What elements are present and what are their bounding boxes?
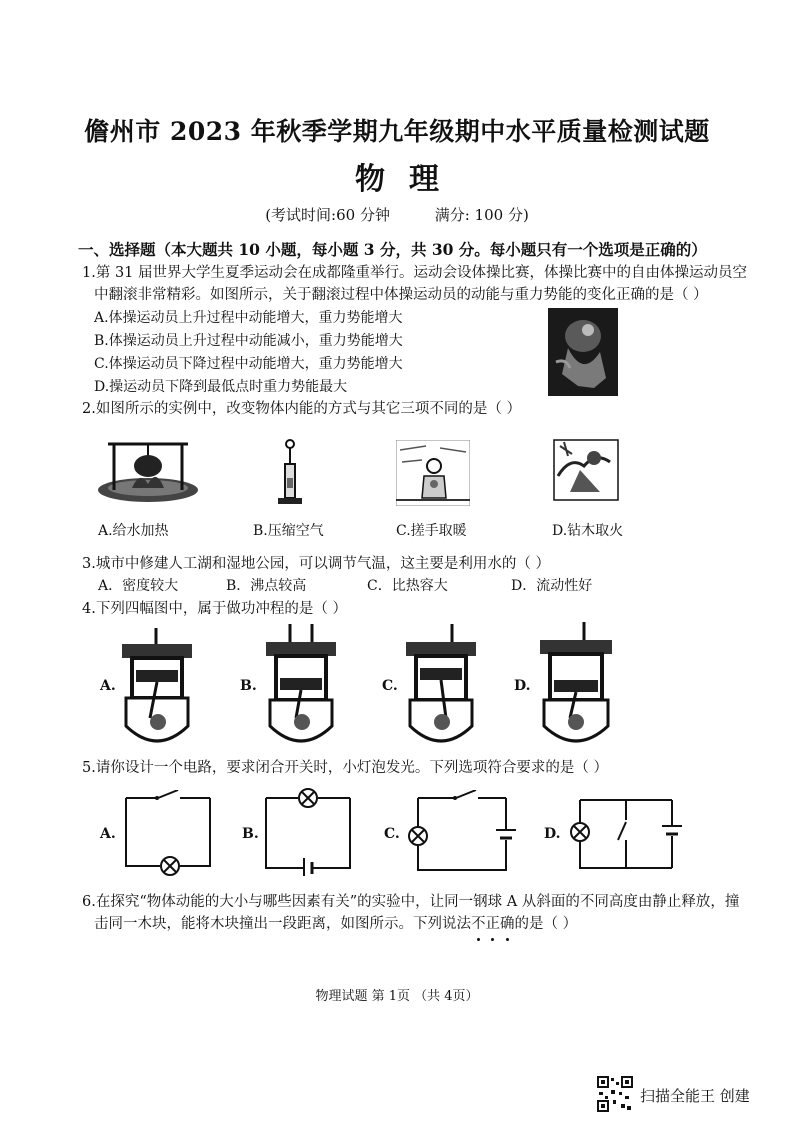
q5-label-d: D. — [544, 826, 561, 842]
q3-option-b: B．沸点较高 — [226, 578, 307, 594]
circuit-figure-b — [262, 788, 354, 876]
q6-line2-post: 的是（ ） — [514, 916, 578, 932]
q4-label-a: A. — [100, 678, 116, 694]
q2-caption-d: D.钻木取火 — [552, 523, 624, 539]
q1-option-c: C.体操运动员下降过程中动能增大，重力势能增大 — [94, 356, 403, 372]
compressing-air-figure — [270, 436, 310, 508]
q5-label-c: C. — [384, 826, 400, 842]
q4-label-b: B. — [240, 678, 257, 694]
q3-option-c: C．比热容大 — [367, 578, 448, 594]
rubbing-hands-figure — [396, 440, 470, 506]
heating-water-figure — [96, 434, 200, 506]
q6-emphasis-char-3: 确 — [500, 913, 515, 935]
q2-stem: 2.如图所示的实例中，改变物体内能的方式与其它三项不同的是（ ） — [82, 401, 521, 417]
engine-figure-c — [402, 622, 480, 750]
circuit-figure-d — [570, 794, 682, 876]
engine-figure-b — [262, 622, 340, 750]
q2-caption-c: C.搓手取暖 — [396, 523, 467, 539]
q3-stem: 3.城市中修建人工湖和湿地公园，可以调节气温，这主要是利用水的（ ） — [82, 556, 550, 572]
q6-line2-pre: 击同一木块，能将木块撞出一段距离，如图所示。下列说法 — [94, 916, 471, 932]
q4-label-c: C. — [382, 678, 398, 694]
q6-stem-line2 — [94, 913, 577, 935]
exam-info — [0, 204, 794, 225]
exam-title: 儋州市 2023 年秋季学期九年级期中水平质量检测试题 — [84, 117, 710, 146]
page-footer: 物理试题 第 1页 （共 4页） — [315, 989, 479, 1004]
q2-caption-a: A.给水加热 — [98, 523, 169, 539]
q1-option-d: D.操运动员下降到最低点时重力势能最大 — [94, 379, 348, 395]
q3-option-a: A．密度较大 — [98, 578, 179, 594]
subject-title: 物理 — [355, 162, 463, 197]
q1-stem-line2: 中翻滚非常精彩。如图所示，关于翻滚过程中体操运动员的动能与重力势能的变化正确的是（ ） — [94, 287, 708, 303]
q2-caption-b: B.压缩空气 — [253, 523, 324, 539]
full-score: 满分: 100 分) — [434, 206, 529, 224]
q1-option-a: A.体操运动员上升过程中动能增大，重力势能增大 — [94, 310, 403, 326]
engine-figure-a — [118, 626, 196, 750]
q1-option-b: B.体操运动员上升过程中动能减小，重力势能增大 — [94, 333, 403, 349]
circuit-figure-a — [122, 790, 214, 876]
q5-label-b: B. — [242, 826, 259, 842]
q6-stem-line1: 6.在探究“物体动能的大小与哪些因素有关”的实验中，让同一钢球 A 从斜面的不同高度由静止释放，撞 — [82, 894, 740, 910]
q3-option-d: D．流动性好 — [511, 578, 593, 594]
q4-stem: 4.下列四幅图中，属于做功冲程的是（ ） — [82, 601, 347, 617]
q5-label-a: A. — [100, 826, 116, 842]
circuit-figure-c — [406, 790, 516, 876]
exam-time: (考试时间:60 分钟 — [265, 206, 390, 224]
q6-emphasis-char-2: 正 — [486, 913, 501, 935]
drilling-wood-fire-figure — [550, 436, 622, 504]
q6-emphasis-char-1: 不 — [471, 913, 486, 935]
engine-figure-d — [536, 620, 616, 750]
qr-code-icon — [597, 1076, 633, 1112]
section-heading: 一、选择题（本大题共 10 小题，每小题 3 分，共 30 分。每小题只有一个选项是正确的） — [78, 240, 707, 259]
gymnast-photo — [548, 308, 618, 396]
q5-stem: 5.请你设计一个电路，要求闭合开关时，小灯泡发光。下列选项符合要求的是（ ） — [82, 760, 608, 776]
scanner-brand-text: 扫描全能王 创建 — [640, 1087, 750, 1105]
q1-stem-line1: 1.第 31 届世界大学生夏季运动会在成都隆重举行。运动会设体操比赛，体操比赛中的自由体操运动员空 — [82, 265, 747, 281]
q4-label-d: D. — [514, 678, 531, 694]
